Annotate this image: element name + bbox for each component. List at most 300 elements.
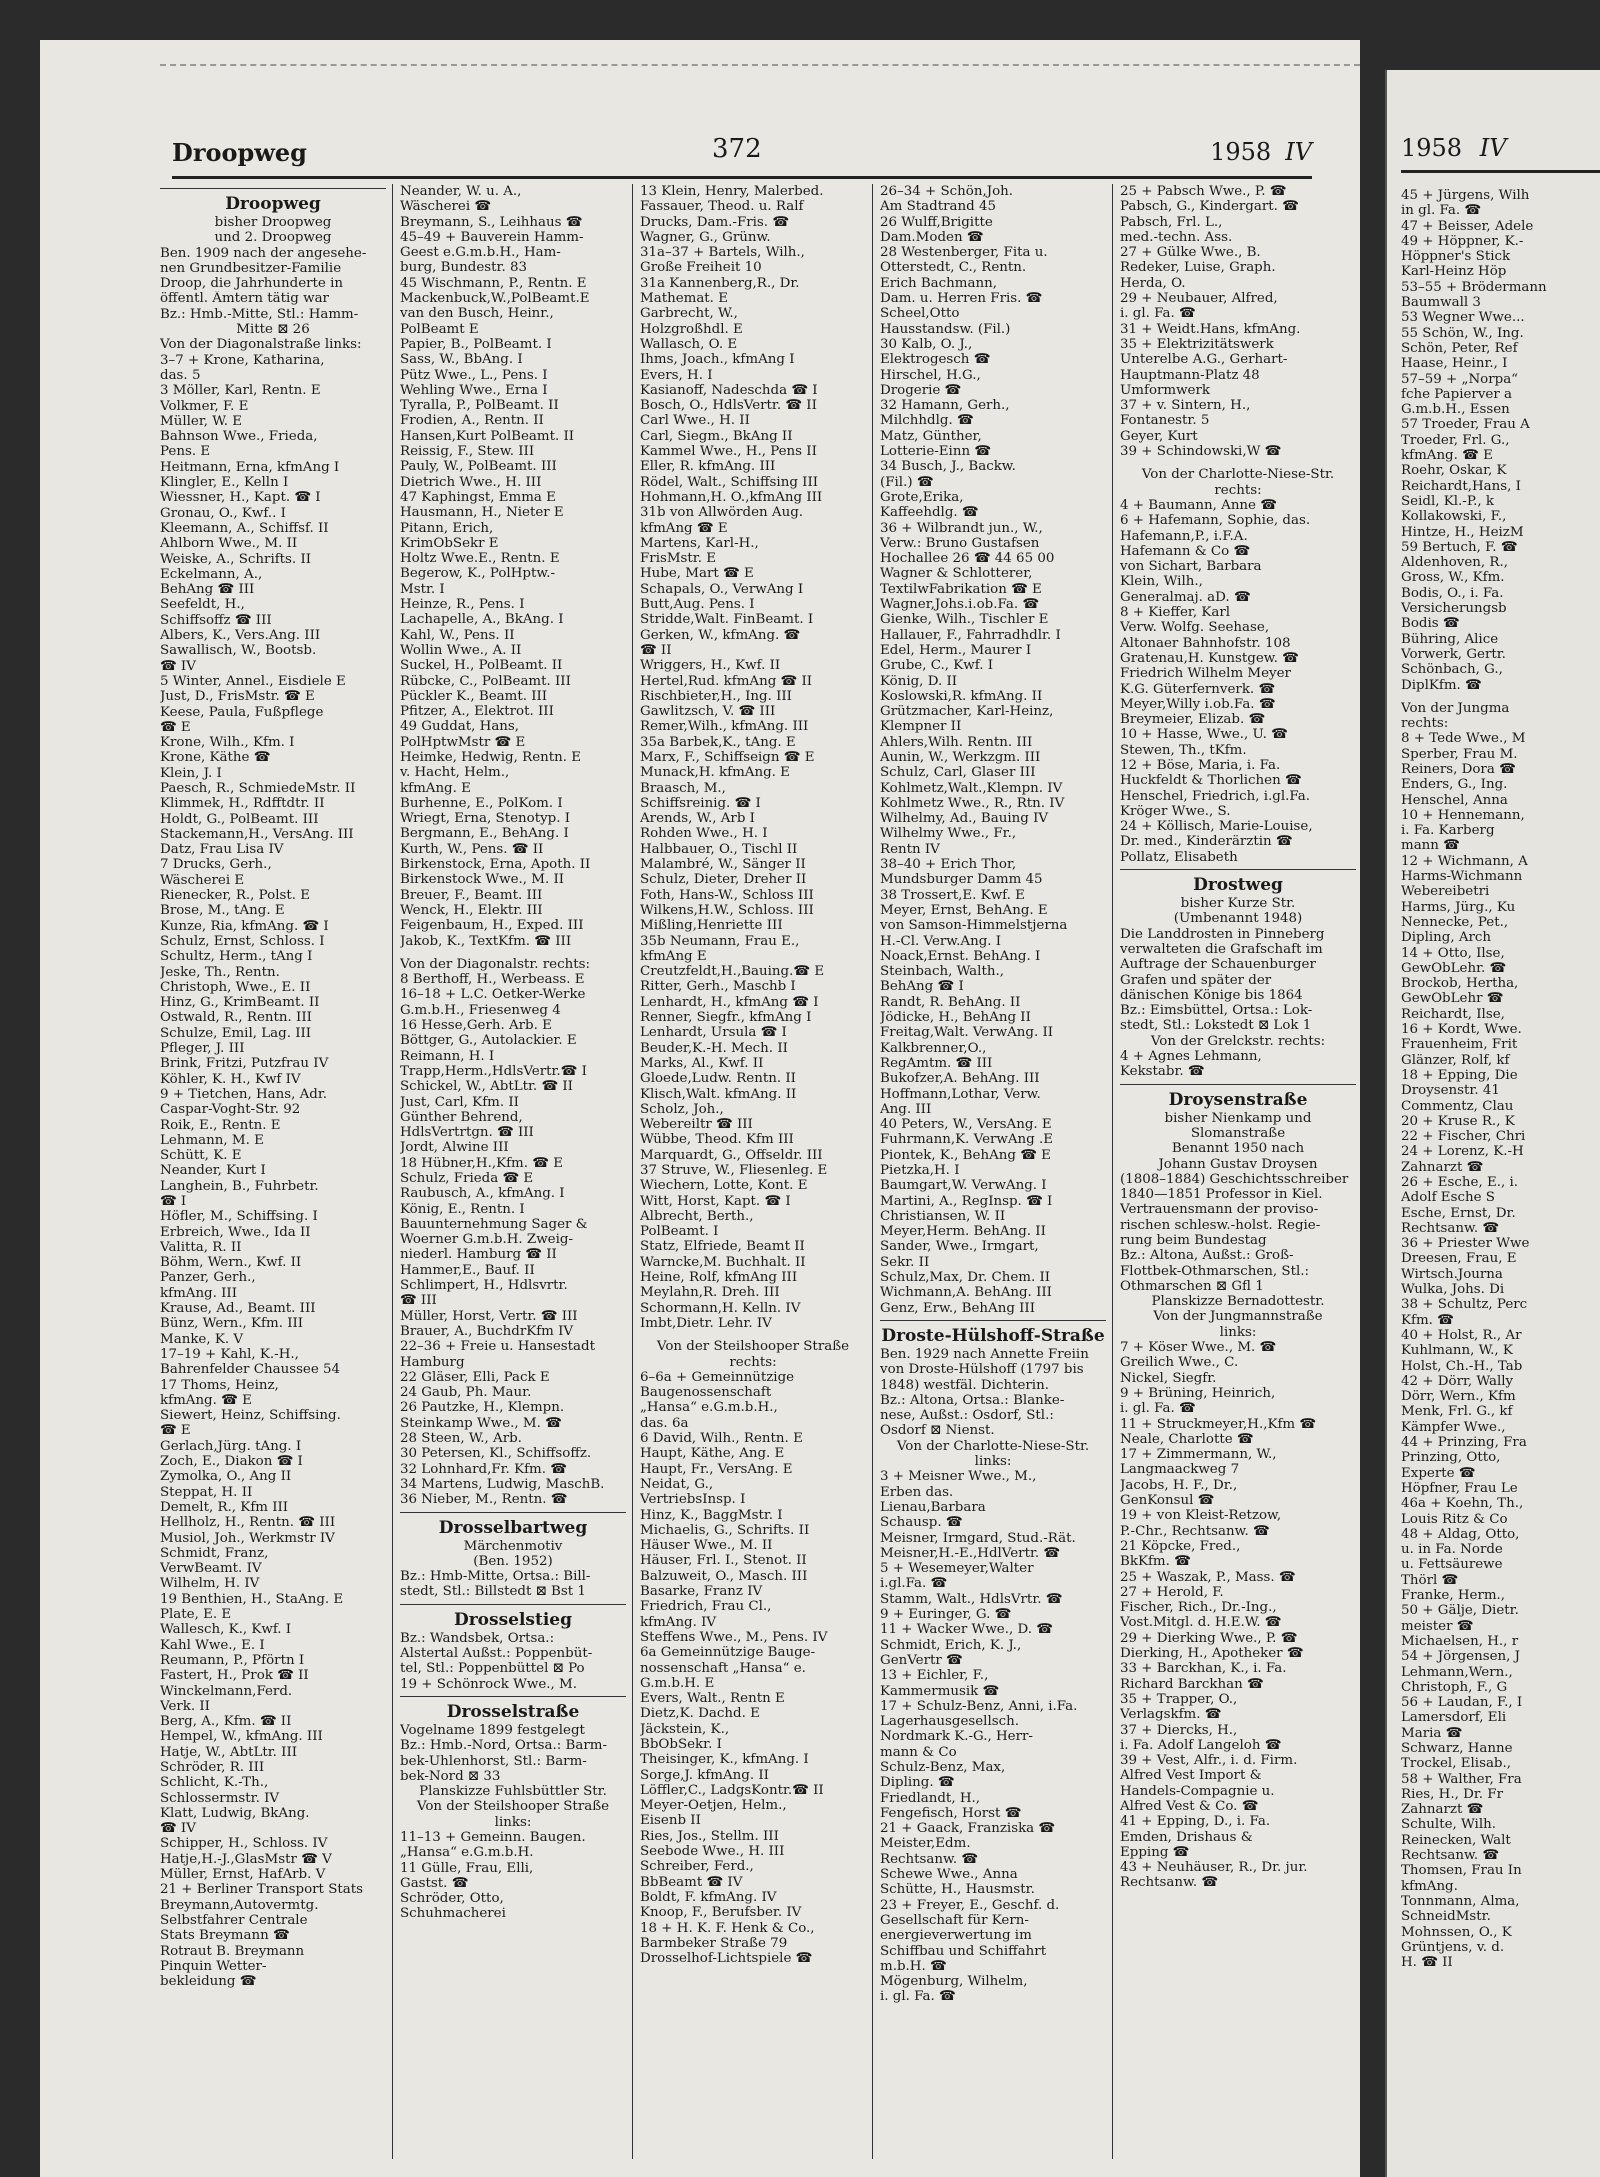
directory-entry: Statz, Elfriede, Beamt II [640, 1239, 805, 1255]
directory-entry: Kollakowski, F., [1401, 509, 1507, 525]
directory-entry: Evers, Walt., Rentn E [640, 1691, 785, 1707]
directory-entry: Wehling Wwe., Erna I [400, 382, 548, 398]
section-rule [1120, 1084, 1356, 1085]
directory-entry: Breymann, S., Leihhaus ☎ [400, 214, 583, 230]
directory-entry: Bahnson Wwe., Frieda, [160, 429, 318, 445]
directory-entry: bisher Nienkamp und [1164, 1110, 1312, 1126]
directory-entry: Von der Jungmannstraße [1153, 1309, 1323, 1325]
directory-entry: Wiechern, Lotte, Kont. E [640, 1178, 808, 1194]
directory-entry: Große Freiheit 10 [640, 260, 762, 276]
directory-entry: Frodien, A., Rentn. II [400, 413, 544, 429]
directory-entry: Von der Charlotte-Niese-Str. [896, 1438, 1090, 1454]
directory-entry: Meylahn,R. Dreh. III [640, 1285, 780, 1301]
directory-entry: Gloede,Ludw. Rentn. II [640, 1071, 796, 1087]
directory-entry: Meyer,Herm. BehAng. II [880, 1224, 1046, 1240]
directory-entry: Noack,Ernst. BehAng. I [880, 948, 1041, 964]
directory-entry: 43 + Neuhäuser, R., Dr. jur. [1120, 1860, 1308, 1876]
directory-entry: Vertrauensmann der proviso- [1120, 1202, 1319, 1218]
directory-entry: i.gl.Fa. ☎ [880, 1576, 948, 1592]
directory-entry: Schön, Peter, Ref [1401, 340, 1518, 356]
directory-entry: Dreesen, Frau, E [1401, 1251, 1517, 1267]
directory-entry: Pinquin Wetter- [160, 1958, 267, 1974]
directory-entry: 45–49 + Bauverein Hamm- [400, 229, 584, 245]
directory-entry: Gronau, O., Kwf.. I [160, 505, 286, 521]
directory-entry: Häuser Wwe., M. II [640, 1538, 773, 1554]
directory-entry: Brose, M., tAng. E [160, 903, 285, 919]
directory-entry: Lehmann,Wern., [1401, 1664, 1513, 1680]
directory-entry: Stackemann,H., VersAng. III [160, 826, 354, 842]
directory-entry: Am Stadtrand 45 [880, 199, 996, 215]
directory-entry: Volkmer, F. E [160, 398, 249, 414]
directory-entry: Ben. 1929 nach Annette Freiin [880, 1346, 1089, 1362]
directory-entry: links: [494, 1814, 532, 1830]
directory-entry: 35 + Trapper, O., [1120, 1691, 1238, 1707]
street-heading: Droste-Hülshoff-Straße [881, 1325, 1105, 1346]
directory-entry: Berg, A., Kfm. ☎ II [160, 1714, 292, 1730]
directory-entry: Wilkens,H.W., Schloss. III [640, 902, 814, 918]
directory-entry: „Hansa“ e.G.m.b.H. [400, 1845, 534, 1861]
directory-entry: Fassauer, Theod. u. Ralf [640, 199, 804, 215]
directory-entry: Droysenstr. 41 [1401, 1083, 1500, 1099]
directory-entry: 16 + Kordt, Wwe. [1401, 1022, 1522, 1038]
directory-entry: 35a Barbek,K., tAng. E [640, 734, 796, 750]
directory-entry: Sorge,J. kfmAng. II [640, 1767, 769, 1783]
directory-entry: Othmarschen ⊠ Gfl 1 [1120, 1278, 1264, 1294]
directory-entry: Pauly, W., PolBeamt. III [400, 459, 557, 475]
directory-entry: Von der Diagonalstraße links: [160, 337, 362, 353]
directory-entry: Geest e.G.m.b.H., Ham- [400, 245, 561, 261]
directory-entry: Wriggers, H., Kwf. II [640, 658, 781, 674]
directory-entry: Mackenbuck,W.,PolBeamt.E [400, 291, 590, 307]
directory-entry: Gratenau,H. Kunstgew. ☎ [1120, 650, 1299, 666]
directory-entry: Böhm, Wern., Kwf. II [160, 1255, 302, 1271]
directory-entry: Kammel Wwe., H., Pens II [640, 444, 817, 460]
directory-entry: Pitann, Erich, [400, 520, 494, 536]
directory-entry: Grote,Erika, [880, 489, 964, 505]
directory-entry: Schiffsoffz ☎ III [160, 612, 272, 628]
directory-entry: Eckelmann, A., [160, 566, 263, 582]
directory-entry [640, 1331, 866, 1339]
directory-entry: 36 + Priester Wwe [1401, 1236, 1530, 1252]
directory-entry: 6 David, Wilh., Rentn. E [640, 1431, 803, 1447]
directory-entry: Wübbe, Theod. Kfm III [640, 1132, 794, 1148]
directory-entry: 3–7 + Krone, Katharina, [160, 352, 325, 368]
directory-entry: 44 + Prinzing, Fra [1401, 1435, 1527, 1451]
directory-entry: 18 + H. K. F. Henk & Co., [640, 1920, 815, 1936]
directory-entry: Auftrage der Schauenburger [1120, 957, 1316, 973]
directory-entry: Hamburg [400, 1354, 465, 1370]
directory-entry: 16–18 + L.C. Oetker-Werke [400, 987, 586, 1003]
directory-entry: bekleidung ☎ [160, 1974, 257, 1990]
directory-entry: Albers, K., Vers.Ang. III [160, 628, 321, 644]
directory-entry: Sander, Wwe., Irmgart, [880, 1239, 1039, 1255]
directory-entry: 11 + Struckmeyer,H.,Kfm ☎ [1120, 1416, 1317, 1432]
directory-entry: 6 + Hafemann, Sophie, das. [1120, 513, 1311, 529]
adjacent-header-rule [1401, 170, 1600, 173]
directory-entry: Ries, Jos., Stellm. III [640, 1828, 779, 1844]
directory-entry: Marquardt, G., Offseldr. III [640, 1147, 823, 1163]
directory-entry: Rechtsanw. ☎ [1401, 1848, 1500, 1864]
directory-entry: Valitta, R. II [160, 1239, 242, 1255]
directory-entry: Roik, E., Rentn. E [160, 1117, 281, 1133]
directory-entry: nen Grundbesitzer-Familie [160, 260, 342, 276]
directory-entry: dänischen Könige bis 1864 [1120, 987, 1303, 1003]
directory-entry: Carl, Siegm., BkAng II [640, 428, 793, 444]
directory-entry: Reiners, Dora ☎ [1401, 761, 1516, 777]
directory-entry: Schlossermstr. IV [160, 1790, 280, 1806]
directory-entry: Schapals, O., VerwAng I [640, 581, 804, 597]
directory-entry: Herda, O. [1120, 275, 1186, 291]
directory-entry: Vogelname 1899 festgelegt [400, 1722, 585, 1738]
directory-entry: bisher Droopweg [214, 215, 332, 230]
directory-entry: Wagner,Johs.i.ob.Fa. ☎ [880, 597, 1040, 613]
directory-entry: Basarke, Franz IV [640, 1584, 763, 1600]
directory-entry: Kalkbrenner,O., [880, 1040, 987, 1056]
directory-entry: Foth, Hans-W., Schloss III [640, 887, 814, 903]
directory-entry: Huckfeldt & Thorlichen ☎ [1120, 773, 1302, 789]
directory-entry: 17 + Zimmermann, W., [1120, 1447, 1277, 1463]
directory-entry: Erich Bachmann, [880, 275, 997, 291]
directory-entry: 8 Berthoff, H., Werbeass. E [400, 972, 585, 988]
directory-entry: Experte ☎ [1401, 1465, 1476, 1481]
directory-entry: Reissig, F., Stew. III [400, 444, 535, 460]
directory-entry: 54 + Jörgensen, J [1401, 1649, 1521, 1665]
directory-entry: Michaelis, G., Schrifts. II [640, 1522, 810, 1538]
directory-entry: 26 Wulff,Brigitte [880, 214, 993, 230]
directory-entry: Schulz, Ernst, Schloss. I [160, 933, 325, 949]
directory-entry: Warncke,M. Buchhalt. II [640, 1254, 806, 1270]
directory-entry: Kfm. ☎ [1401, 1312, 1454, 1328]
directory-entry: Beuder,K.-H. Mech. II [640, 1040, 788, 1056]
directory-entry: Schulz, Carl, Glaser III [880, 765, 1036, 781]
directory-entry: Mitte ⊠ 26 [236, 322, 310, 338]
directory-entry: von Samson-Himmelstjerna [880, 918, 1068, 934]
directory-entry: 17 Thoms, Heinz, [160, 1377, 279, 1393]
directory-entry: Winckelmann,Ferd. [160, 1683, 293, 1699]
directory-entry: 11 Gülle, Frau, Elli, [400, 1860, 534, 1876]
directory-entry: Wagner & Schlotterer, [880, 566, 1033, 582]
directory-entry: Zahnarzt ☎ [1401, 1802, 1484, 1818]
directory-entry: Scholz, Joh., [640, 1101, 724, 1117]
directory-entry: Versicherungsb [1401, 601, 1507, 617]
directory-entry: Holtz Wwe.E., Rentn. E [400, 551, 560, 567]
directory-entry: ☎ E [160, 1423, 191, 1439]
directory-entry: G.m.b.H., Friesenweg 4 [400, 1002, 561, 1018]
directory-entry: Klingler, E., Kelln I [160, 475, 289, 491]
directory-entry: Tonnmann, Alma, [1401, 1893, 1520, 1909]
directory-entry: Brauer, A., BuchdrKfm IV [400, 1323, 574, 1339]
directory-entry: BehAng ☎ I [880, 979, 964, 995]
directory-entry: Unterelbe A.G., Gerhart- [1120, 352, 1288, 368]
edition-label: IV [1285, 138, 1312, 166]
directory-entry: 33 + Barckhan, K., i. Fa. [1120, 1661, 1287, 1677]
directory-entry: Köhler, K. H., Kwf IV [160, 1071, 301, 1087]
directory-entry: Wirtsch.Journa [1401, 1266, 1503, 1282]
directory-entry: rischen schlesw.-holst. Regie- [1120, 1217, 1321, 1233]
directory-entry: Ostwald, R., Rentn. III [160, 1010, 312, 1026]
directory-entry: Alfred Vest & Co. ☎ [1120, 1798, 1259, 1814]
adjacent-page-head [1401, 134, 1507, 162]
directory-entry: Handels-Compagnie u. [1120, 1783, 1275, 1799]
directory-entry: ☎ IV [160, 1821, 196, 1837]
directory-entry: Prinzing, Otto, [1401, 1450, 1501, 1466]
directory-entry: fche Papierver a [1401, 386, 1512, 402]
directory-entry: Creutzfeldt,H.,Bauing.☎ E [640, 964, 825, 980]
directory-entry: Boldt, F. kfmAng. IV [640, 1889, 777, 1905]
page-top-edge [160, 64, 1360, 70]
adjacent-page [1385, 70, 1600, 2177]
directory-entry: Schreiber, Ferd., [640, 1859, 754, 1875]
directory-entry: Bosch, O., HdlsVertr. ☎ II [640, 398, 817, 414]
directory-entry: 4 + Agnes Lehmann, [1120, 1049, 1262, 1065]
directory-entry: Maria ☎ [1401, 1725, 1463, 1741]
directory-entry: Holzgroßhdl. E [640, 321, 743, 337]
directory-entry: Baumgart,W. VerwAng. I [880, 1178, 1047, 1194]
directory-entry: 19 Benthien, H., StaAng. E [160, 1591, 344, 1607]
directory-entry: van den Busch, Heinr., [400, 306, 554, 322]
directory-entry: 39 + Vest, Alfr., i. d. Firm. [1120, 1753, 1298, 1769]
directory-entry: Verk. II [160, 1698, 210, 1714]
directory-entry: Breuer, F., Beamt. III [400, 887, 543, 903]
directory-entry: 59 Bertuch, F. ☎ [1401, 539, 1518, 555]
directory-entry: Hatje,H.-J.,GlasMstr ☎ V [160, 1851, 332, 1867]
directory-entry: Rödel, Walt., Schiffsing III [640, 474, 819, 490]
directory-entry: Johann Gustav Droysen [1158, 1156, 1318, 1172]
directory-entry: Breymeier, Elizab. ☎ [1120, 712, 1266, 728]
directory-entry: 31 + Weidt.Hans, kfmAng. [1120, 321, 1301, 337]
directory-entry: v. Hacht, Helm., [400, 765, 510, 781]
directory-entry: Haupt, Fr., VersAng. E [640, 1461, 793, 1477]
adjacent-column [1401, 188, 1600, 1970]
directory-entry: Schulz, Dieter, Dreher II [640, 872, 807, 888]
directory-entry: Erbreich, Wwe., Ida II [160, 1224, 311, 1240]
directory-entry: i. Fa. Adolf Langeloh ☎ [1120, 1737, 1282, 1753]
directory-entry: Gerken, W., kfmAng. ☎ [640, 627, 801, 643]
directory-entry: 36 Nieber, M., Rentn. ☎ [400, 1492, 568, 1508]
directory-entry: Hohmann,H. O.,kfmAng III [640, 489, 823, 505]
directory-entry: Vost.Mitgl. d. H.E.W. ☎ [1120, 1615, 1282, 1631]
directory-entry: 46a + Koehn, Th., [1401, 1496, 1524, 1512]
directory-entry: Klempner II [880, 719, 962, 735]
directory-entry: 49 + Höppner, K.- [1401, 233, 1524, 249]
directory-entry: Brockob, Hertha, [1401, 976, 1519, 992]
directory-entry: Breymann,Autovermtg. [160, 1897, 319, 1913]
directory-entry: Von der Steilshooper Straße [416, 1799, 610, 1815]
directory-entry: Schulz-Benz, Max, [880, 1759, 1006, 1775]
directory-entry: Meister,Edm. [880, 1836, 971, 1852]
directory-entry: 48 + Aldag, Otto, [1401, 1526, 1520, 1542]
directory-entry: tel, Stl.: Poppenbüttel ⊠ Po [400, 1661, 585, 1677]
directory-entry: Knoop, F., Berufsber. IV [640, 1905, 802, 1921]
directory-entry: BkKfm. ☎ [1120, 1554, 1191, 1570]
directory-entry: Hafemann & Co ☎ [1120, 543, 1251, 559]
directory-entry: Matz, Günther, [880, 428, 982, 444]
directory-entry: 40 + Holst, R., Ar [1401, 1327, 1522, 1343]
directory-entry [1120, 459, 1356, 467]
directory-entry: Randt, R. BehAng. II [880, 994, 1021, 1010]
directory-entry: Mögenburg, Wilhelm, [880, 1974, 1028, 1990]
directory-entry: Hausmann, H., Nieter E [400, 505, 564, 521]
directory-entry: Hoffmann,Lothar, Verw. [880, 1086, 1041, 1102]
directory-entry: nossenschaft „Hansa“ e. [640, 1660, 806, 1676]
directory-entry: Mißling,Henriette III [640, 918, 783, 934]
directory-entry: Von der Grelckstr. rechts: [1150, 1033, 1326, 1049]
directory-entry: Schütte, H., Hausmstr. [880, 1882, 1035, 1898]
directory-entry: Alfred Vest Import & [1120, 1768, 1262, 1784]
directory-entry: Bz.: Hmb.-Nord, Ortsa.: Barm- [400, 1738, 607, 1754]
directory-entry: Marks, Al., Kwf. II [640, 1055, 764, 1071]
column-divider [872, 184, 873, 2159]
directory-entry: Reichardt,Hans, I [1401, 478, 1521, 494]
directory-entry: Jordt, Alwine III [400, 1140, 509, 1156]
directory-entry: Lenhardt, Ursula ☎ I [640, 1025, 787, 1041]
directory-entry: Rübcke, C., PolBeamt. III [400, 673, 571, 689]
directory-entry: Bz.: Eimsbüttel, Ortsa.: Lok- [1120, 1003, 1313, 1019]
directory-entry: Louis Ritz & Co [1401, 1511, 1508, 1527]
directory-entry: Zoch, E., Diakon ☎ I [160, 1454, 303, 1470]
directory-entry: Aldenhoven, R., [1401, 555, 1508, 571]
directory-entry: Schulz,Max, Dr. Chem. II [880, 1270, 1051, 1286]
adjacent-year: 1958 [1401, 134, 1463, 162]
directory-entry: 34 Martens, Ludwig, MaschB. [400, 1476, 605, 1492]
directory-entry: 53 Wegner Wwe... [1401, 310, 1525, 326]
directory-entry: Frauenheim, Frit [1401, 1037, 1518, 1053]
directory-entry: Elektrogesch ☎ [880, 352, 991, 368]
directory-entry: Reumann, P., Pförtn I [160, 1652, 305, 1668]
directory-entry: 16 Hesse,Gerh. Arb. E [400, 1018, 552, 1034]
directory-entry: 6–6a + Gemeinnützige [640, 1369, 795, 1385]
directory-entry: Siewert, Heinz, Schiffsing. [160, 1408, 341, 1424]
directory-entry: Dipling. ☎ [880, 1775, 955, 1791]
directory-entry: Wäscherei E [160, 872, 245, 888]
directory-entry: Fischer, Rich., Dr.-Ing., [1120, 1600, 1277, 1616]
directory-entry: m.b.H. ☎ [880, 1958, 947, 1974]
directory-entry: Krause, Ad., Beamt. III [160, 1301, 316, 1317]
directory-entry: Fastert, H., Prok ☎ II [160, 1668, 309, 1684]
section-rule [1120, 869, 1356, 870]
directory-entry: Burhenne, E., PolKom. I [400, 795, 563, 811]
directory-entry: Wriegt, Erna, Stenotyp. I [400, 811, 571, 827]
directory-entry: Von der Jungma [1401, 700, 1510, 716]
section-rule [400, 1512, 626, 1513]
directory-entry: Heitmann, Erna, kfmAng I [160, 459, 340, 475]
directory-entry: Witt, Horst, Kapt. ☎ I [640, 1193, 791, 1209]
directory-entry: Jacobs, H. F., Dr., [1120, 1477, 1238, 1493]
directory-entry: 18 + Epping, Die [1401, 1067, 1518, 1083]
directory-entry: 23 + Freyer, E., Geschf. d. [880, 1897, 1060, 1913]
directory-entry: 13 + Eichler, F., [880, 1668, 989, 1684]
directory-entry: 53–55 + Brödermann [1401, 279, 1547, 295]
directory-entry: Schiffbau und Schiffahrt [880, 1943, 1047, 1959]
directory-entry: Jeske, Th., Rentn. [160, 964, 280, 980]
directory-entry: Wiessner, H., Kapt. ☎ I [160, 490, 321, 506]
running-head-street: Droopweg [172, 138, 307, 167]
directory-entry: kfmAng. ☎ E [1401, 448, 1493, 464]
directory-entry: Müller, Ernst, HafArb. V [160, 1867, 326, 1883]
directory-entry: 12 + Wichmann, A [1401, 853, 1528, 869]
directory-entry: Kleemann, A., Schiffsf. II [160, 520, 329, 536]
directory-entry: 45 + Jürgens, Wilh [1401, 188, 1530, 203]
directory-entry: Sekr. II [880, 1254, 930, 1270]
directory-entry: Evers, H. I [640, 367, 713, 383]
directory-entry: ☎ E [160, 719, 191, 735]
directory-entry: (Umbenannt 1948) [1173, 911, 1303, 927]
directory-entry: Pütz Wwe., L., Pens. I [400, 367, 548, 383]
directory-entry: 39 + Schindowski,W ☎ [1120, 444, 1282, 460]
directory-entry: 45 Wischmann, P., Rentn. E [400, 275, 587, 291]
section-rule [400, 1604, 626, 1605]
directory-entry: Drucks, Dam.-Fris. ☎ [640, 214, 789, 230]
directory-entry: Märchenmotiv [463, 1538, 563, 1554]
directory-entry: 24 + Lorenz, K.-H [1401, 1144, 1524, 1160]
directory-entry: Wulka, Johs. Di [1401, 1282, 1505, 1298]
directory-entry: Epping ☎ [1120, 1844, 1190, 1860]
directory-entry: Schröder, Otto, [400, 1891, 504, 1907]
directory-entry: Nordmark K.-G., Herr- [880, 1729, 1033, 1745]
directory-entry: Seidl, Kl.-P., k [1401, 493, 1494, 509]
directory-entry: PolBeamt E [400, 321, 479, 337]
directory-entry: ☎ I [160, 1194, 187, 1209]
directory-entry: Neidat, G., [640, 1476, 714, 1492]
directory-entry: öffentl. Ämtern tätig war [160, 291, 329, 307]
directory-entry: Haase, Heinr., I [1401, 356, 1508, 372]
directory-entry: Butt,Aug. Pens. I [640, 597, 755, 613]
directory-entry: Haupt, Käthe, Ang. E [640, 1446, 785, 1462]
directory-entry: Bergmann, E., BehAng. I [400, 826, 569, 842]
directory-entry: kfmAng. IV [640, 1614, 717, 1630]
directory-entry: Baugenossenschaft [640, 1385, 772, 1401]
directory-entry: links: [974, 1454, 1012, 1470]
directory-entry: RegAmtm. ☎ III [880, 1055, 993, 1071]
directory-entry: 1840—1851 Professor in Kiel. [1120, 1187, 1323, 1203]
directory-entry: GenKonsul ☎ [1120, 1493, 1215, 1509]
directory-entry: Genz, Erw., BehAng III [880, 1300, 1036, 1316]
section-rule [880, 1320, 1106, 1321]
directory-entry: 10 + Hasse, Wwe., U. ☎ [1120, 727, 1288, 743]
directory-entry: 11–13 + Gemeinn. Baugen. [400, 1829, 586, 1845]
directory-entry: Schlimpert, H., Hdlsvrtr. [400, 1278, 568, 1294]
directory-entry: Birkenstock Wwe., M. II [400, 872, 565, 888]
directory-entry: 28 Westenberger, Fita u. [880, 245, 1048, 261]
directory-entry: Gastst. ☎ [400, 1875, 469, 1891]
directory-entry: Panzer, Gerh., [160, 1270, 256, 1286]
directory-entry: Wilhelmy Wwe., Fr., [880, 826, 1017, 842]
directory-entry: Pückler K., Beamt. III [400, 688, 548, 704]
directory-entry: Scheel,Otto [880, 306, 960, 322]
directory-entry: Krone, Wilh., Kfm. I [160, 735, 295, 751]
directory-entry: Ahlers,Wilh. Rentn. III [880, 734, 1033, 750]
directory-entry: 31b von Allwörden Aug. [640, 505, 804, 521]
directory-entry: Bünz, Wern., Kfm. III [160, 1316, 304, 1332]
directory-entry: Von der Charlotte-Niese-Str. [1141, 467, 1335, 483]
directory-entry: TextilwFabrikation ☎ E [880, 581, 1042, 597]
directory-entry: Bz.: Hmb-Mitte, Ortsa.: Bill- [400, 1569, 591, 1585]
directory-entry: Christoph, F., G [1401, 1679, 1508, 1695]
street-heading: Drosselbartweg [438, 1517, 588, 1538]
directory-entry: Datz, Frau Lisa IV [160, 842, 284, 858]
directory-entry: Lachapelle, A., BkAng. I [400, 612, 564, 628]
directory-entry: 31a Kannenberg,R., Dr. [640, 275, 800, 291]
directory-entry: Jäckstein, K., [640, 1721, 730, 1737]
directory-entry: Hintze, H., HeizM [1401, 524, 1524, 540]
directory-entry: Meisner, Irmgard, Stud.-Rät. [880, 1530, 1076, 1546]
directory-entry: Lagerhausgesellsch. [880, 1714, 1019, 1730]
directory-entry: meister ☎ [1401, 1618, 1474, 1634]
directory-entry: Grüntjens, v. d. [1401, 1939, 1505, 1955]
directory-entry: Balzuweit, O., Masch. III [640, 1568, 808, 1584]
directory-entry: und 2. Droopweg [214, 230, 332, 246]
directory-entry: VertriebsInsp. I [640, 1492, 746, 1508]
